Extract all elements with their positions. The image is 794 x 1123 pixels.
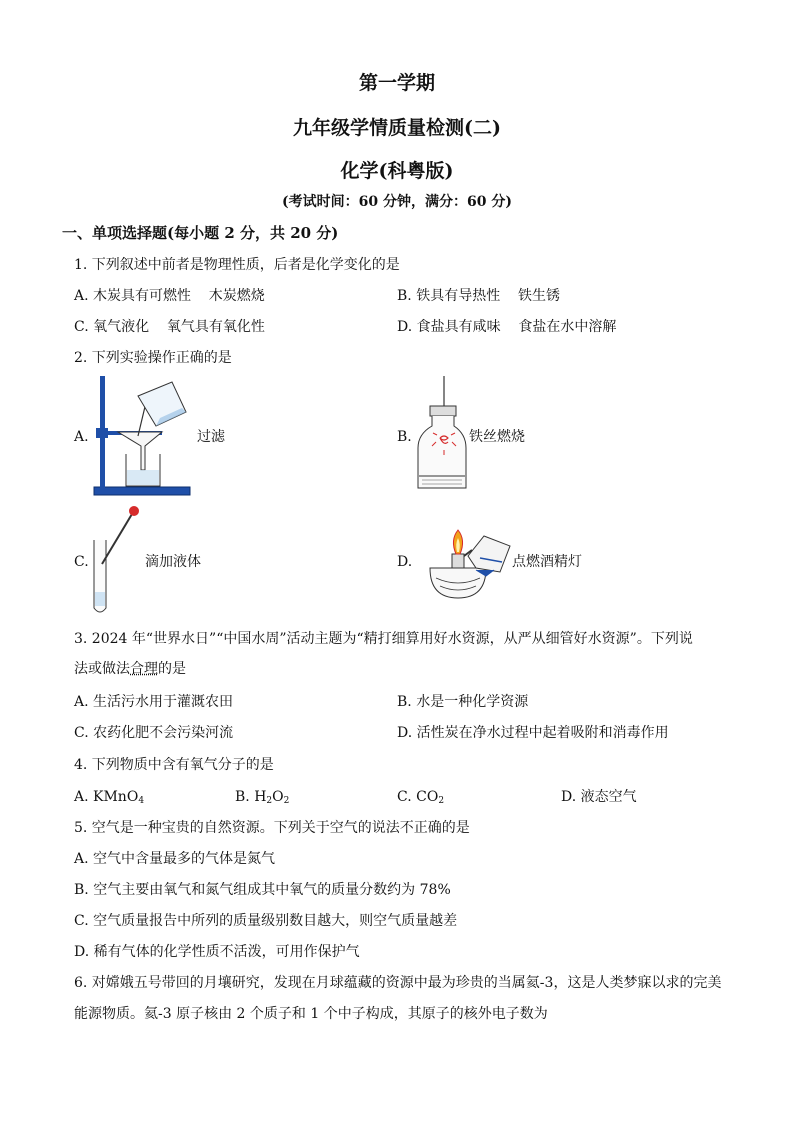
iron-wire-combustion-figure <box>414 376 470 494</box>
q2-option-d-letter: D. <box>397 554 413 570</box>
q4-option-c-text: C. CO <box>397 789 439 805</box>
term-title: 第一学期 <box>358 72 435 94</box>
q2-stem: 2. 下列实验操作正确的是 <box>74 350 232 366</box>
q3-option-d: D. 活性炭在净水过程中起着吸附和消毒作用 <box>397 725 669 741</box>
q5-stem: 5. 空气是一种宝贵的自然资源。下列关于空气的说法不正确的是 <box>74 820 470 836</box>
q2-option-b-text: 铁丝燃烧 <box>469 429 525 445</box>
section-heading: 一、单项选择题(每小题 2 分，共 20 分) <box>62 224 339 242</box>
q1-option-c: C. 氧气液化 氧气具有氧化性 <box>74 319 265 335</box>
q6-stem-line1: 6. 对嫦娥五号带回的月壤研究，发现在月球蕴藏的资源中最为珍贵的当属氦-3，这是人类梦寐以求的完美 <box>74 975 722 991</box>
q3-stem-line1: 3. 2024 年“世界水日”“中国水周”活动主题为“精打细算用好水资源，从严从细管好水资源”。下列说 <box>74 631 693 647</box>
q4-option-b-subscript-2: 2 <box>283 796 290 806</box>
q4-option-c-subscript: 2 <box>438 796 445 806</box>
q5-option-c: C. 空气质量报告中所列的质量级别数目越大，则空气质量越差 <box>74 913 458 929</box>
q4-option-b-mid: O <box>272 789 284 805</box>
q3-stem-suffix: 的是 <box>158 661 186 677</box>
q2-option-c-text: 滴加液体 <box>145 554 201 570</box>
q2-option-c-letter: C. <box>74 554 89 570</box>
q4-option-a-subscript: 4 <box>138 796 145 806</box>
q3-stem-line2 <box>74 659 186 679</box>
dropping-liquid-figure <box>86 504 146 618</box>
q1-stem: 1. 下列叙述中前者是物理性质，后者是化学变化的是 <box>74 257 400 273</box>
q4-option-a-text: A. KMnO <box>74 789 139 805</box>
q4-stem: 4. 下列物质中含有氧气分子的是 <box>74 757 274 773</box>
lighting-alcohol-lamp-figure <box>420 512 514 604</box>
q5-option-a: A. 空气中含量最多的气体是氮气 <box>74 851 276 867</box>
exam-info: (考试时间：60 分钟，满分：60 分) <box>282 194 512 210</box>
q4-option-d: D. 液态空气 <box>561 789 637 805</box>
q4-option-b <box>235 787 289 811</box>
q2-option-a-letter: A. <box>74 429 89 445</box>
q1-option-a: A. 木炭具有可燃性 木炭燃烧 <box>74 288 265 304</box>
exam-title: 九年级学情质量检测(二) <box>293 117 501 139</box>
q3-option-b: B. 水是一种化学资源 <box>397 694 529 710</box>
q4-option-b-text: B. H <box>235 789 267 805</box>
q3-stem-emphasis: 合理 <box>130 661 158 677</box>
q2-option-a-text: 过滤 <box>197 429 225 445</box>
q4-option-a <box>74 787 144 811</box>
q5-option-b: B. 空气主要由氧气和氮气组成其中氧气的质量分数约为 78% <box>74 882 451 898</box>
subject-title: 化学(科粤版) <box>340 160 454 182</box>
q1-option-d: D. 食盐具有咸味 食盐在水中溶解 <box>397 319 617 335</box>
q4-option-c <box>397 787 444 811</box>
q6-stem-line2: 能源物质。氦-3 原子核由 2 个质子和 1 个中子构成，其原子的核外电子数为 <box>74 1006 548 1022</box>
q4-option-b-subscript-1: 2 <box>266 796 273 806</box>
q2-option-b-letter: B. <box>397 429 412 445</box>
q1-option-b: B. 铁具有导热性 铁生锈 <box>397 288 560 304</box>
filtration-apparatus-figure <box>90 374 202 498</box>
q2-option-d-text: 点燃酒精灯 <box>512 554 582 570</box>
q3-option-a: A. 生活污水用于灌溉农田 <box>74 694 234 710</box>
q5-option-d: D. 稀有气体的化学性质不活泼，可用作保护气 <box>74 944 360 960</box>
q3-stem-prefix: 法或做法 <box>74 661 130 677</box>
q3-option-c: C. 农药化肥不会污染河流 <box>74 725 234 741</box>
